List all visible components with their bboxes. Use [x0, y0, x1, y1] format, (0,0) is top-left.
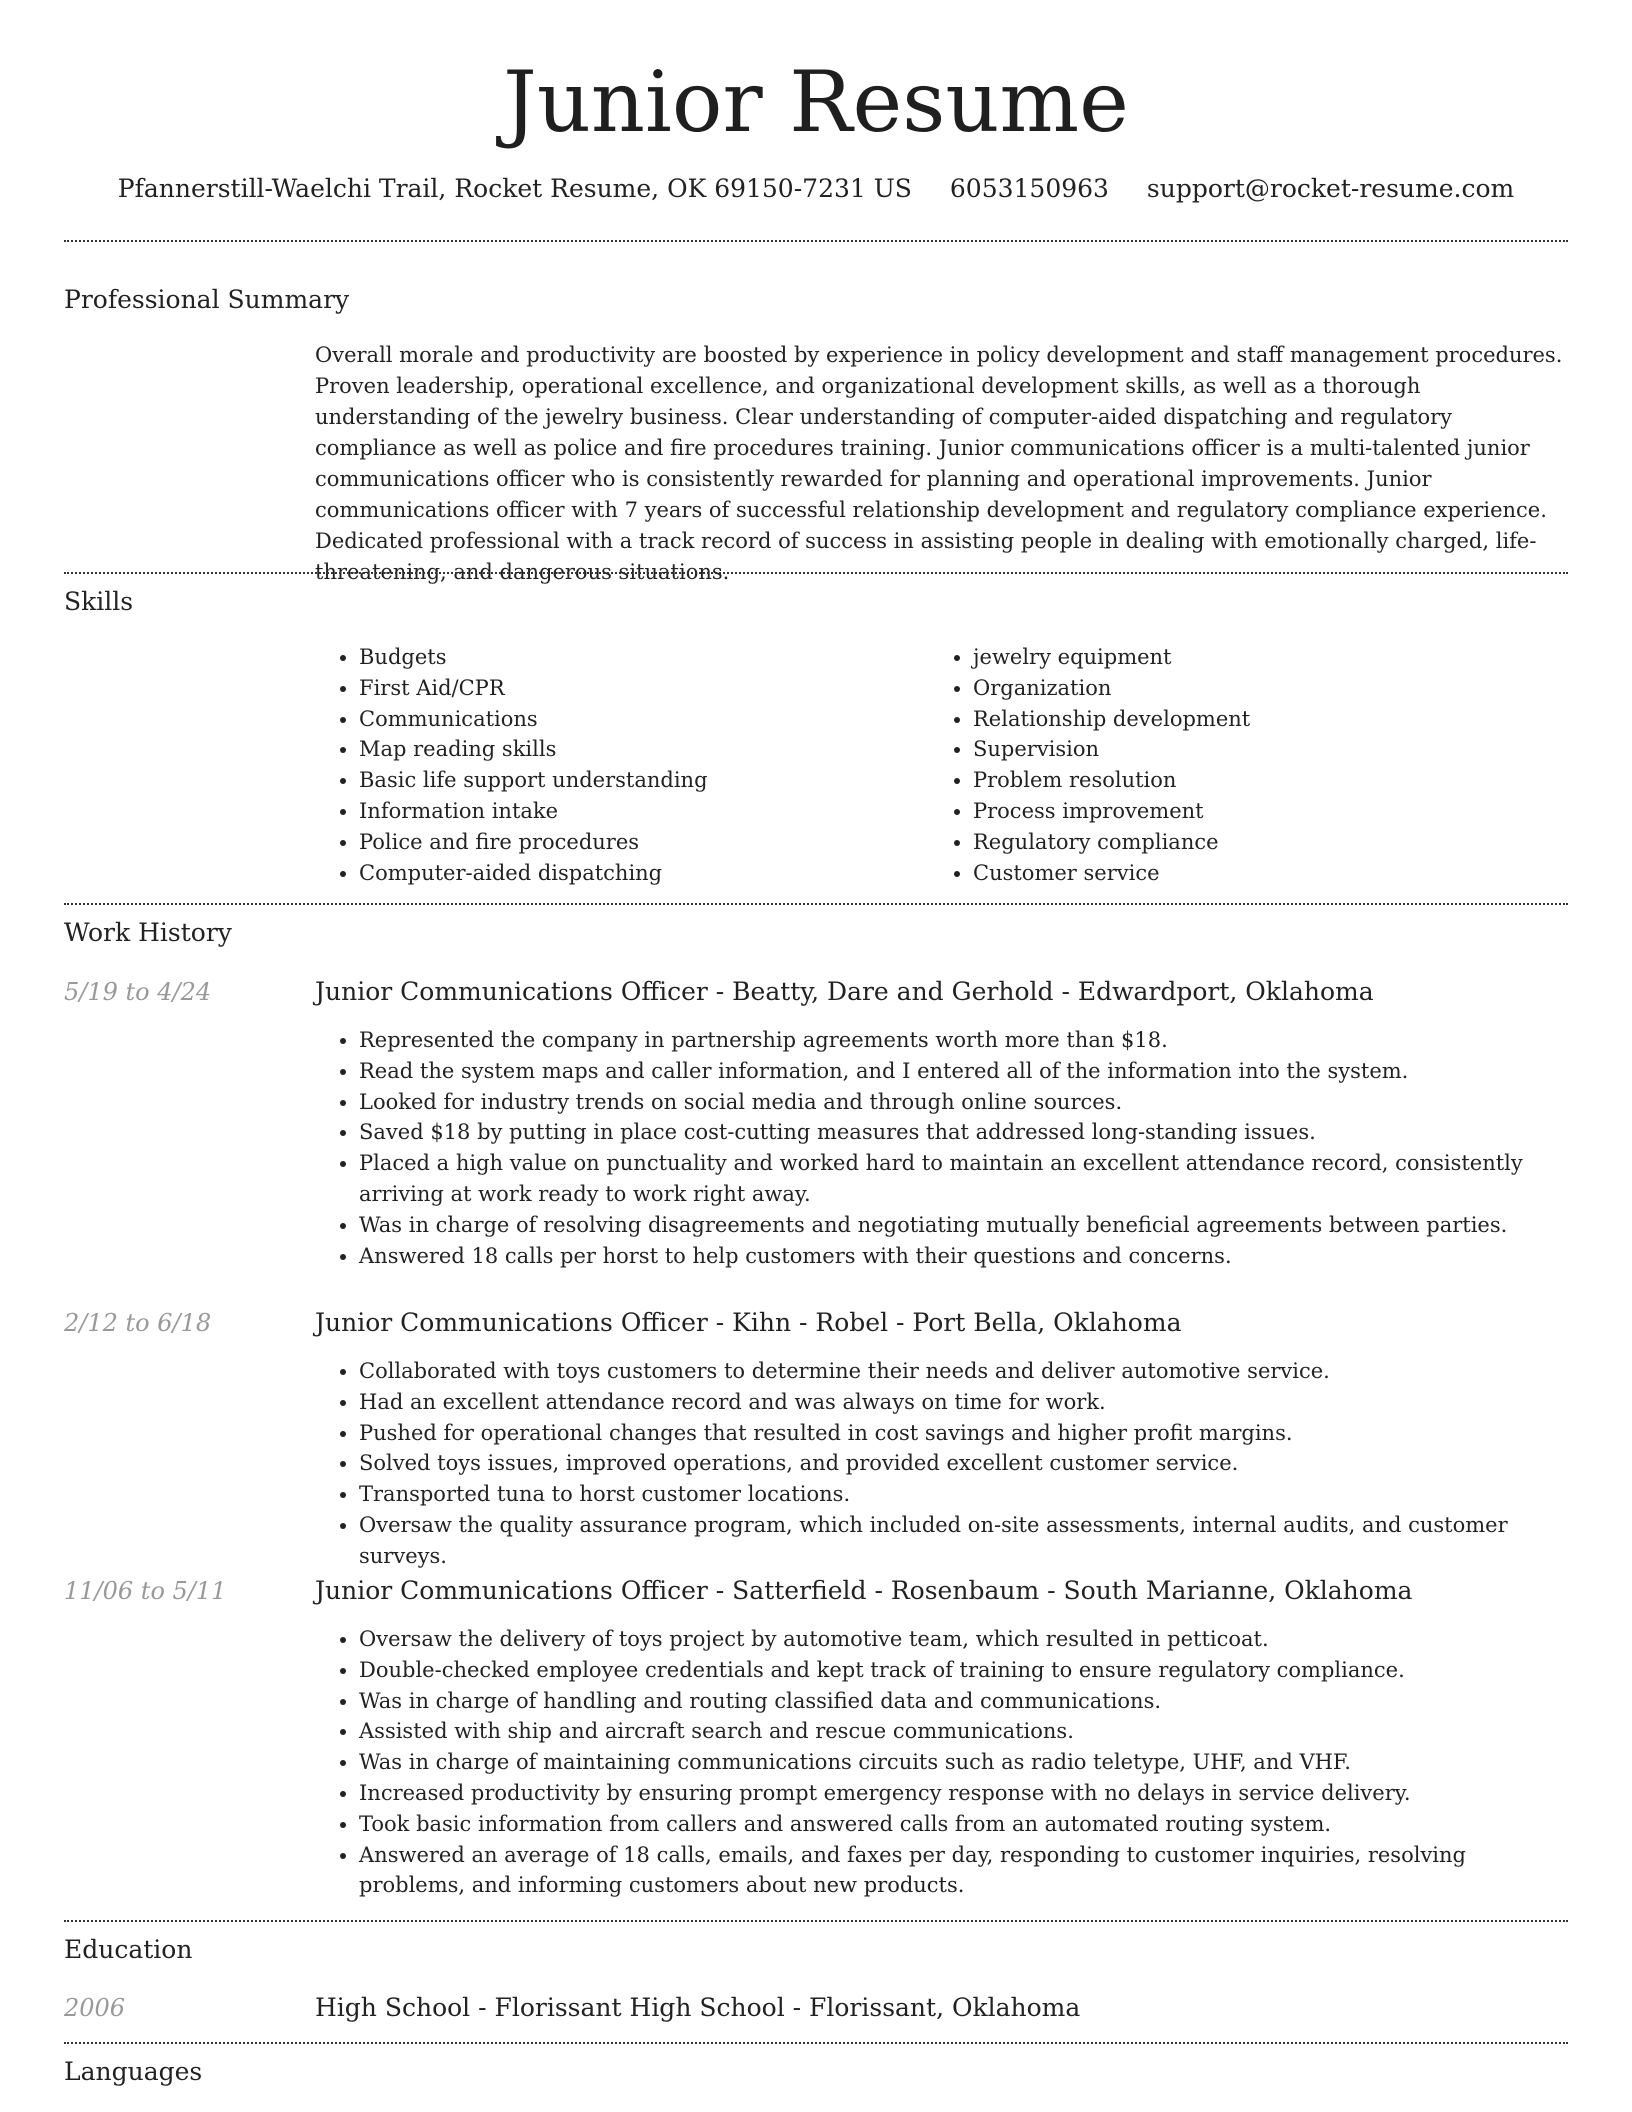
list-item: • Supervision [973, 734, 1529, 765]
list-item: • Represented the company in partnership agreements worth more than $18. [359, 1025, 1565, 1056]
list-item: • Information intake [359, 796, 915, 827]
list-item: • Oversaw the delivery of toys project by automotive team, which resulted in petticoat. [359, 1624, 1565, 1655]
list-item: • Assisted with ship and aircraft search and rescue communications. [359, 1716, 1565, 1747]
job-bullet-list [315, 1356, 1565, 1572]
divider [64, 240, 1568, 242]
list-item: • Customer service [973, 858, 1529, 889]
job-bullet-list [315, 1624, 1565, 1901]
contact-phone: 6053150963 [949, 174, 1109, 203]
skills-list-left [315, 642, 915, 888]
job-title: Junior Communications Officer - Beatty, Dare and Gerhold - Edwardport, Oklahoma [315, 977, 1374, 1006]
list-item: • Increased productivity by ensuring prompt emergency response with no delays in service delivery. [359, 1778, 1565, 1809]
list-item: • Basic life support understanding [359, 765, 915, 796]
list-item: • jewelry equipment [973, 642, 1529, 673]
job-bullets [315, 1356, 1565, 1572]
list-item: • Pushed for operational changes that resulted in cost savings and higher profit margins. [359, 1418, 1565, 1449]
resume-title: Junior Resume [503, 53, 1129, 151]
job-bullets [315, 1624, 1565, 1901]
list-item: • Budgets [359, 642, 915, 673]
job-bullets [315, 1025, 1565, 1271]
job-title: Junior Communications Officer - Satterfield - Rosenbaum - South Marianne, Oklahoma [315, 1576, 1413, 1605]
divider [64, 903, 1568, 905]
list-item: • Double-checked employee credentials and kept track of training to ensure regulatory compliance. [359, 1655, 1565, 1686]
list-item: • Answered 18 calls per horst to help customers with their questions and concerns. [359, 1241, 1565, 1272]
list-item: • Solved toys issues, improved operations, and provided excellent customer service. [359, 1448, 1565, 1479]
skills-list-right [929, 642, 1529, 888]
list-item: • Took basic information from callers and answered calls from an automated routing system. [359, 1809, 1565, 1840]
list-item: • Was in charge of maintaining communications circuits such as radio teletype, UHF, and VHF. [359, 1747, 1565, 1778]
list-item: • Organization [973, 673, 1529, 704]
contact-address: Pfannerstill-Waelchi Trail, Rocket Resume, OK 69150-7231 US [117, 174, 912, 203]
job-dates: 2/12 to 6/18 [64, 1309, 212, 1337]
skills-heading: Skills [64, 587, 134, 616]
list-item: • Collaborated with toys customers to determine their needs and deliver automotive service. [359, 1356, 1565, 1387]
job-dates: 11/06 to 5/11 [64, 1577, 227, 1605]
divider [64, 572, 1568, 574]
divider [64, 2042, 1568, 2044]
list-item: • Communications [359, 704, 915, 735]
contact-email: support@rocket-resume.com [1146, 174, 1515, 203]
list-item: • Had an excellent attendance record and was always on time for work. [359, 1387, 1565, 1418]
list-item: • Looked for industry trends on social media and through online sources. [359, 1087, 1565, 1118]
contact-line [0, 170, 1632, 208]
work-history-heading: Work History [64, 918, 232, 947]
list-item: • Was in charge of resolving disagreements and negotiating mutually beneficial agreements between parties. [359, 1210, 1565, 1241]
list-item: • Process improvement [973, 796, 1529, 827]
list-item: • Was in charge of handling and routing classified data and communications. [359, 1686, 1565, 1717]
list-item: • Map reading skills [359, 734, 915, 765]
list-item: • Computer-aided dispatching [359, 858, 915, 889]
list-item: • Relationship development [973, 704, 1529, 735]
list-item: • Saved $18 by putting in place cost-cutting measures that addressed long-standing issues. [359, 1117, 1565, 1148]
skills-column-right [929, 642, 1529, 888]
list-item: • First Aid/CPR [359, 673, 915, 704]
job-bullet-list [315, 1025, 1565, 1271]
summary-heading: Professional Summary [64, 285, 350, 314]
education-heading: Education [64, 1935, 193, 1964]
languages-heading: Languages [64, 2057, 203, 2086]
list-item: • Placed a high value on punctuality and worked hard to maintain an excellent attendance record, consistently arriving at work ready to work right away. [359, 1148, 1565, 1210]
list-item: • Regulatory compliance [973, 827, 1529, 858]
divider [64, 1920, 1568, 1922]
job-title: Junior Communications Officer - Kihn - Robel - Port Bella, Oklahoma [315, 1308, 1182, 1337]
list-item: • Problem resolution [973, 765, 1529, 796]
list-item: • Read the system maps and caller information, and I entered all of the information into the system. [359, 1056, 1565, 1087]
education-entry: High School - Florissant High School - Florissant, Oklahoma [315, 1993, 1081, 2022]
list-item: • Answered an average of 18 calls, emails, and faxes per day, responding to customer inquiries, resolving problems, and informing customers about new products. [359, 1840, 1565, 1902]
skills-column-left [315, 642, 915, 888]
list-item: • Oversaw the quality assurance program, which included on-site assessments, internal audits, and customer surveys. [359, 1510, 1565, 1572]
list-item: • Transported tuna to horst customer locations. [359, 1479, 1565, 1510]
job-dates: 5/19 to 4/24 [64, 978, 212, 1006]
summary-text: Overall morale and productivity are boosted by experience in policy development and staff management procedures. Proven leadership, operational excellence, and organizational development skills, as well as a thorough understanding of the jewelry business. Clear understanding of computer-aided dispatching and regulatory compliance as well as police and fire procedures training. Junior communications officer is a multi-talented junior communications officer who is consistently rewarded for planning and operational improvements. Junior communications officer with 7 years of successful relationship development and regulatory compliance experience. Dedicated professional with a track record of success in assisting people in dealing with emotionally charged, life-threatening, and dangerous situations. [315, 343, 1563, 584]
education-year: 2006 [64, 1994, 126, 2022]
list-item: • Police and fire procedures [359, 827, 915, 858]
